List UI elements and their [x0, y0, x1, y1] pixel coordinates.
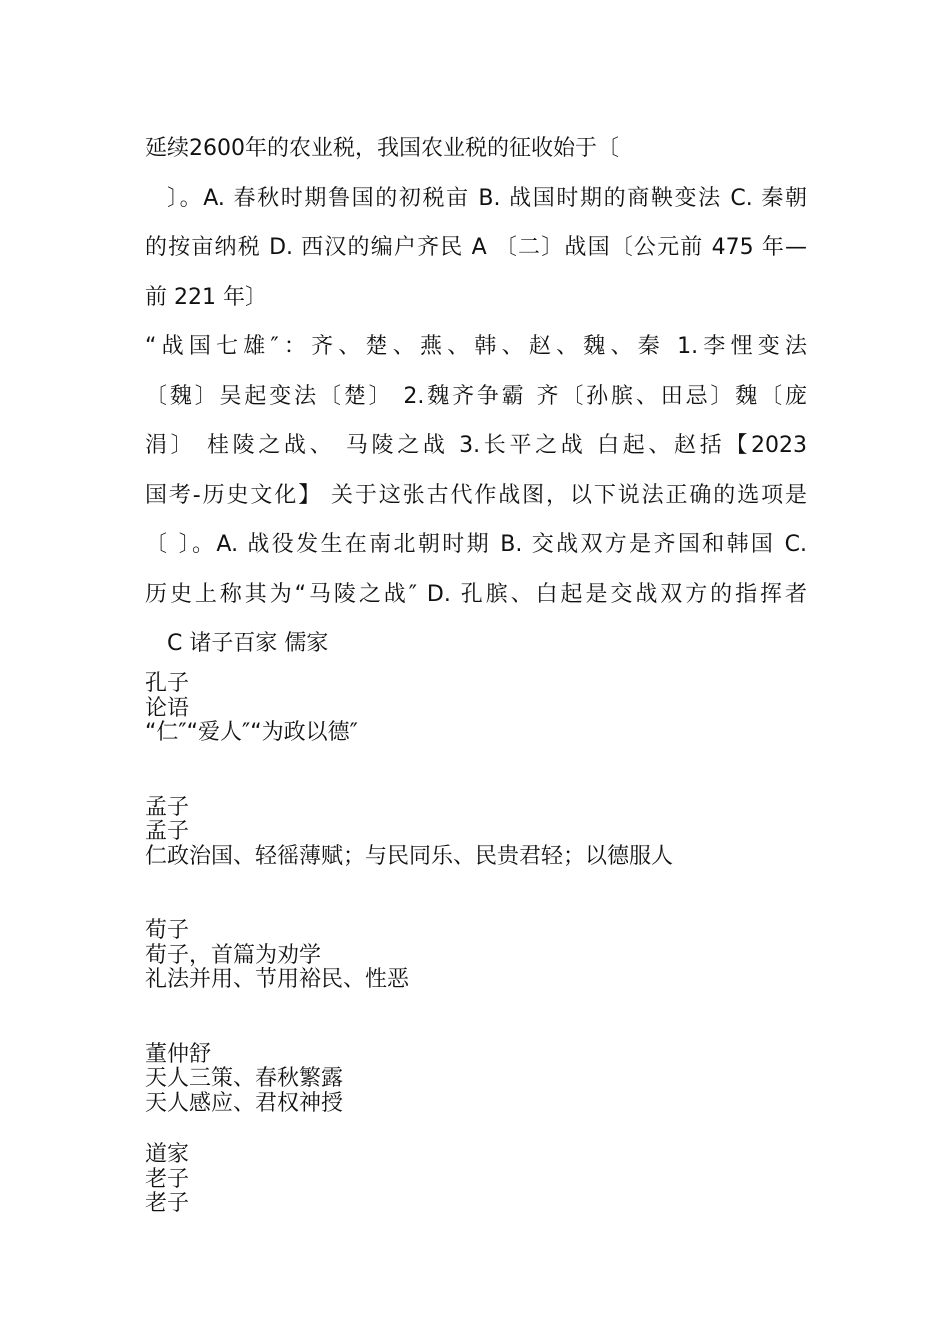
work-title: 孟子 [145, 819, 190, 844]
work-title: 天人三策、春秋繁露 [145, 1066, 344, 1091]
paragraph-line: 历史上称其为“马陵之战″ D. 孔膑、白起是交战双方的指挥者 [145, 581, 807, 607]
paragraph-line: 〕。A. 春秋时期鲁国的初税亩 B. 战国时期的商鞅变法 C. 秦朝 [167, 185, 807, 211]
history-paragraph [145, 124, 807, 669]
philosophers-list [145, 672, 845, 1267]
core-ideas: 天人感应、君权神授 [145, 1090, 344, 1116]
confucian-heading: C 诸子百家 儒家 [167, 631, 329, 656]
paragraph-line: 〔魏〕吴起变法〔楚〕 2.魏齐争霸 齐〔孙膑、田忌〕魏〔庞 [145, 383, 807, 409]
paragraph-line: 前 221 年〕 [145, 284, 267, 310]
thinker-name: 孔子 [145, 671, 190, 696]
thinker-name: 荀子 [145, 918, 190, 943]
work-title: 老子 [145, 1191, 190, 1216]
work-title: 荀子，首篇为劝学 [145, 942, 322, 968]
core-ideas: 礼法并用、节用裕民、性恶 [145, 967, 410, 992]
thinker-name: 老子 [145, 1166, 190, 1192]
core-ideas: “仁″“爱人″“为政以德″ [145, 720, 358, 745]
thinker-name: 孟子 [145, 794, 190, 820]
paragraph-line: 的按亩纳税 D. 西汉的编户齐民 A 〔二〕战国〔公元前 475 年— [145, 235, 807, 260]
thinker-name: 董仲舒 [145, 1041, 212, 1067]
school-name: 道家 [145, 1142, 190, 1167]
paragraph-line: 〔 〕。A. 战役发生在南北朝时期 B. 交战双方是齐国和韩国 C. [145, 532, 807, 557]
core-ideas: 仁政治国、轻徭薄赋；与民同乐、民贵君轻；以德服人 [145, 843, 674, 869]
philosopher-entry [145, 1043, 845, 1117]
paragraph-line: 国考-历史文化】 关于这张古代作战图，以下说法正确的选项是 [145, 482, 807, 508]
daoist-entry [145, 1143, 845, 1217]
work-title: 论语 [145, 695, 190, 721]
paragraph-line: 涓〕 桂陵之战、 马陵之战 3.长平之战 白起、赵括【2023 [145, 433, 807, 458]
paragraph-line: “战国七雄″：齐、楚、燕、韩、赵、魏、秦 1.李悝变法 [145, 334, 807, 359]
philosopher-entry [145, 672, 845, 746]
paragraph-line: 延续2600年的农业税，我国农业税的征收始于〔 [145, 136, 619, 161]
philosopher-entry [145, 796, 845, 870]
philosopher-entry [145, 919, 845, 993]
